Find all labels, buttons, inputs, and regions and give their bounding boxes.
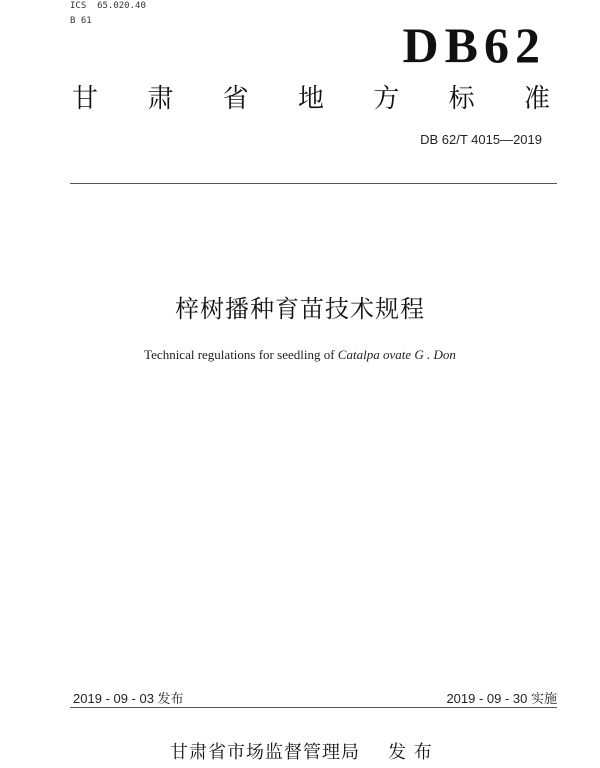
document-title-en (0, 347, 600, 363)
publisher-line (170, 738, 433, 764)
ccs-code: B 61 (70, 16, 92, 26)
standard-code-mark: DB62 (402, 17, 546, 73)
category-char: 地 (297, 84, 324, 114)
title-en-species: Catalpa ovate G . Don (337, 347, 456, 362)
title-en-prefix: Technical regulations for seedling of (144, 347, 338, 362)
issue-date: 2019 - 09 - 03 发布 (73, 691, 184, 706)
category-char: 标 (448, 84, 475, 114)
document-title-zh: 梓树播种育苗技术规程 (175, 295, 425, 323)
category-char: 肃 (147, 84, 174, 114)
category-char: 方 (373, 84, 400, 114)
footer-divider (70, 707, 557, 708)
standard-category (72, 86, 550, 112)
standard-number: DB 62/T 4015—2019 (420, 132, 542, 147)
publish-label: 发 布 (388, 742, 433, 763)
ics-code: ICS 65.020.40 (70, 1, 146, 11)
publisher-name: 甘肃省市场监督管理局 (170, 742, 360, 763)
category-char: 省 (222, 84, 249, 114)
category-char: 甘 (72, 84, 99, 114)
category-char: 准 (523, 84, 550, 114)
implementation-date: 2019 - 09 - 30 实施 (446, 691, 557, 706)
header-divider (70, 183, 557, 184)
